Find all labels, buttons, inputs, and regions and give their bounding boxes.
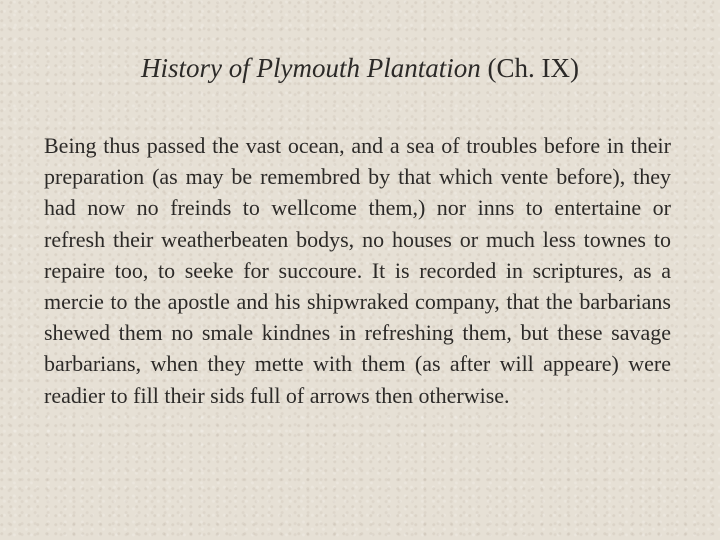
slide-title (0, 50, 720, 86)
title-chapter: (Ch. IX) (487, 53, 579, 83)
title-book-name: History of Plymouth Plantation (141, 53, 481, 83)
body-paragraph: Being thus passed the vast ocean, and a sea of troubles before in their preparation (as may be remembred by that which vente before), they had now no freinds to wellcome them,) nor inns to entertaine or refresh their weatherbeaten bodys, no houses or much less townes to repaire too, to seeke for succoure. It is recorded in scriptures, as a mercie to the apostle and his shipwraked company, that the barbarians shewed them no smale kindnes in refreshing them, but these savage barbarians, when they mette with them (as after will appeare) were readier to fill their sids full of arrows then otherwise. (44, 133, 671, 408)
